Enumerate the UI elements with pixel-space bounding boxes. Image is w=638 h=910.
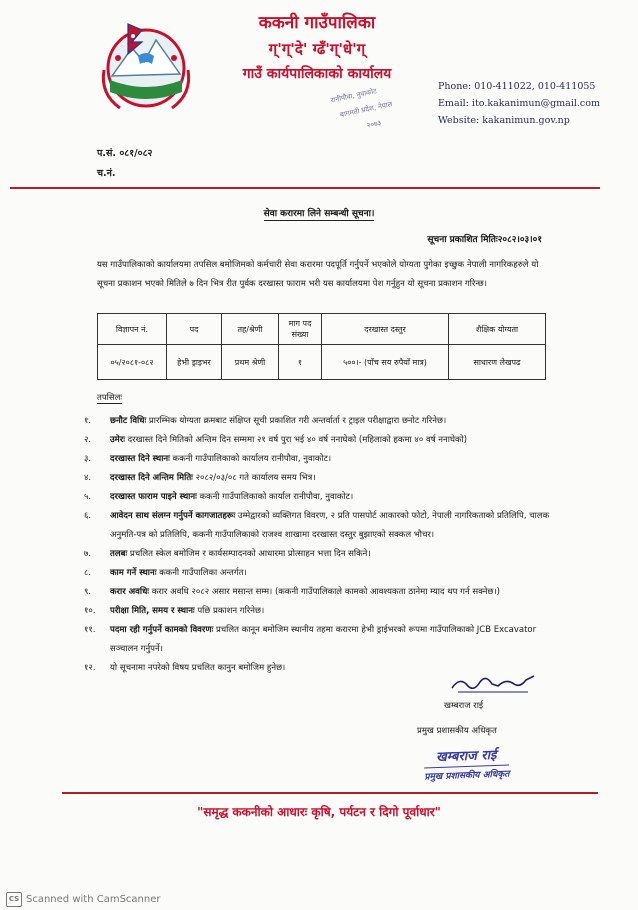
phone-text: Phone: 010-411022, 010-411055	[438, 81, 596, 92]
column-header: विज्ञापन नं.	[98, 314, 167, 345]
handwritten-signature	[448, 670, 540, 696]
table-cell: हेभी ड्राइभर	[167, 345, 222, 380]
list-item: १०. परीक्षा मिति, समय र स्थानः पछि प्रकाशन गरिनेछ।	[84, 606, 265, 616]
footer-divider	[62, 792, 598, 794]
notice-intro: यस गाउँपालिकाको कार्यालयमा तपसिल बमोजिमको कर्मचारी सेवा करारमा पदपूर्ति गर्नुपर्ने भएकोले योग्यता पुगेका इच्छुक नेपाली नागरिकहरुले यो सूचना प्रकाशन भएको मितिले ७ दिन भित्र रीत पुर्वक दरखास्त फाराम भरी यस कार्यालयमा पेश गर्नुहुन यो सूचना प्रकाशन गरिन्छ।	[97, 260, 539, 289]
table-cell: प्रथम श्रेणी	[222, 345, 279, 380]
table-cell: ०५/२०८१-०८२	[98, 345, 167, 380]
letterhead	[212, 10, 422, 83]
seal-text-3: २०७३	[366, 118, 382, 130]
list-item: ८. काम गर्ने स्थानः ककनी गाउँपालिका अन्तर्गत।	[84, 568, 247, 578]
footer-motto: "समृद्ध ककनीको आधारः कृषि, पर्यटन र दिगो पूर्वाधार"	[197, 805, 441, 819]
email-text: Email: ito.kakanimun@gmail.com	[438, 98, 600, 109]
table-cell: ५००।- (पाँच सय रुपैयाँ मात्र)	[322, 345, 449, 380]
publish-date: सूचना प्रकाशित मितिः२०८२।०३।०१	[427, 235, 542, 245]
office-name: गाउँ कार्यपालिकाको कार्यालय	[242, 66, 392, 82]
header-divider	[10, 187, 600, 189]
column-header: माग पद संख्या	[279, 314, 322, 345]
column-header: तह/श्रेणी	[222, 314, 279, 345]
camscanner-icon: CS	[6, 892, 22, 907]
details-list	[84, 412, 554, 678]
list-item: ५. दरखास्त फाराम पाइने स्थानः ककनी गाउँपालिकाको कार्याल रानीपौवा, नुवाकोट।	[84, 492, 354, 502]
org-name: ककनी गाउँपालिका	[258, 13, 376, 33]
notice-title: सेवा करारमा लिने सम्बन्धी सूचना।	[263, 209, 375, 219]
dispatch-number: च.नं.	[97, 168, 116, 179]
list-item: ३. दरखास्त दिने स्थानः ककनी गाउँपालिकाको कार्यालय रानीपौवा, नुवाकोट।	[84, 454, 332, 464]
list-item: ११. पदमा रही गर्नुपर्ने कामको विवरणः प्रचलित कानून बमोजिम स्थानीय तहमा करारमा हेभी ड्राईभरको रूपमा गाउँपालिकाको JCB Excavator सञ्चालन गर्नुपर्ने।	[84, 625, 537, 654]
list-item: १२. यो सूचनामा नपरेको विषय प्रचलित कानुन बमोजिम हुनेछ।	[84, 663, 286, 673]
list-item: ६. आवेदन साथ संलग्न गर्नुपर्ने कागजातहरूः उम्मेद्वारको व्यक्तिगत विवरण, २ प्रति पासपोर्ट आकारको फोटो, नेपाली नागरिकताको प्रतिलिपि, चालक अनुमति-पत्र को प्रतिलिपि, ककनी गाउँपालिकाको राजश्व शाखामा दरखास्त दस्तुर बुझाएको सक्कल भौचर।	[84, 511, 550, 540]
table-header-row	[98, 314, 546, 345]
column-header: पद	[167, 314, 222, 345]
list-item: १. छनौट विधिः प्रारम्भिक योग्यता क्रमबाट संक्षिप्त सूची प्रकाशित गरी अन्तर्वार्ता र ट्राइल परीक्षाद्वारा छनोट गरिनेछ।	[84, 416, 447, 426]
signatory-stamp	[423, 745, 509, 783]
details-heading: तपसिलः	[97, 393, 123, 403]
org-name-tibetan: ग्'ग्'दे' ग्ढँ'ग्'धे'ग्	[268, 40, 366, 58]
contact-block	[438, 78, 600, 129]
vacancy-table	[97, 313, 546, 380]
list-item: २. उमेरः दरखास्त दिने मितिको अन्तिम दिन सम्ममा २१ वर्ष पुरा भई ४० वर्ष ननाघेको (महिलाको हकमा ४० वर्ष ननाघेको)	[84, 435, 468, 445]
table-row	[98, 345, 546, 380]
table-cell: १	[279, 345, 322, 380]
stamp-name: खम्बराज राई	[435, 747, 497, 766]
list-item: ९. करार अवधिः करार अवधि २०८२ असार मसान्त सम्म। (ककनी गाउँपालिकाले कामको आवश्यकता ठानेमा म्याद थप गर्न सक्नेछ।)	[84, 587, 500, 597]
table-cell: साधारण लेखपढ	[449, 345, 546, 380]
list-item: ४. दरखास्त दिने अन्तिम मितिः २०८२/०३/०८ गते कार्यालय समय भित्र।	[84, 473, 316, 483]
signatory-title: प्रमुख प्रशासकीय अधिकृत	[417, 726, 497, 736]
signatory-name: खम्बराज राई	[444, 701, 484, 711]
stamp-title: प्रमुख प्रशासकीय अधिकृत	[424, 765, 510, 783]
scanner-watermark	[6, 892, 161, 907]
seal-text-1: रानीपौवा, नुवाकोट	[330, 87, 378, 105]
column-header: शैक्षिक योग्यता	[449, 314, 546, 345]
website-text: Website: kakanimun.gov.np	[438, 115, 570, 126]
column-header: दरखास्त दस्तुर	[322, 314, 449, 345]
seal-text-2: बागमती प्रदेश, नेपाल	[339, 100, 394, 120]
reference-number: प.सं. ०८१/०८२	[97, 148, 153, 159]
watermark-text: Scanned with CamScanner	[26, 894, 161, 905]
nepal-emblem-logo	[98, 14, 194, 114]
list-item: ७. तलबः प्रचलित स्केल बमोजिम र कार्यसम्पादनको आधारमा प्रोत्साहन भत्ता दिन सकिने।	[84, 549, 371, 559]
office-seal	[330, 80, 418, 142]
